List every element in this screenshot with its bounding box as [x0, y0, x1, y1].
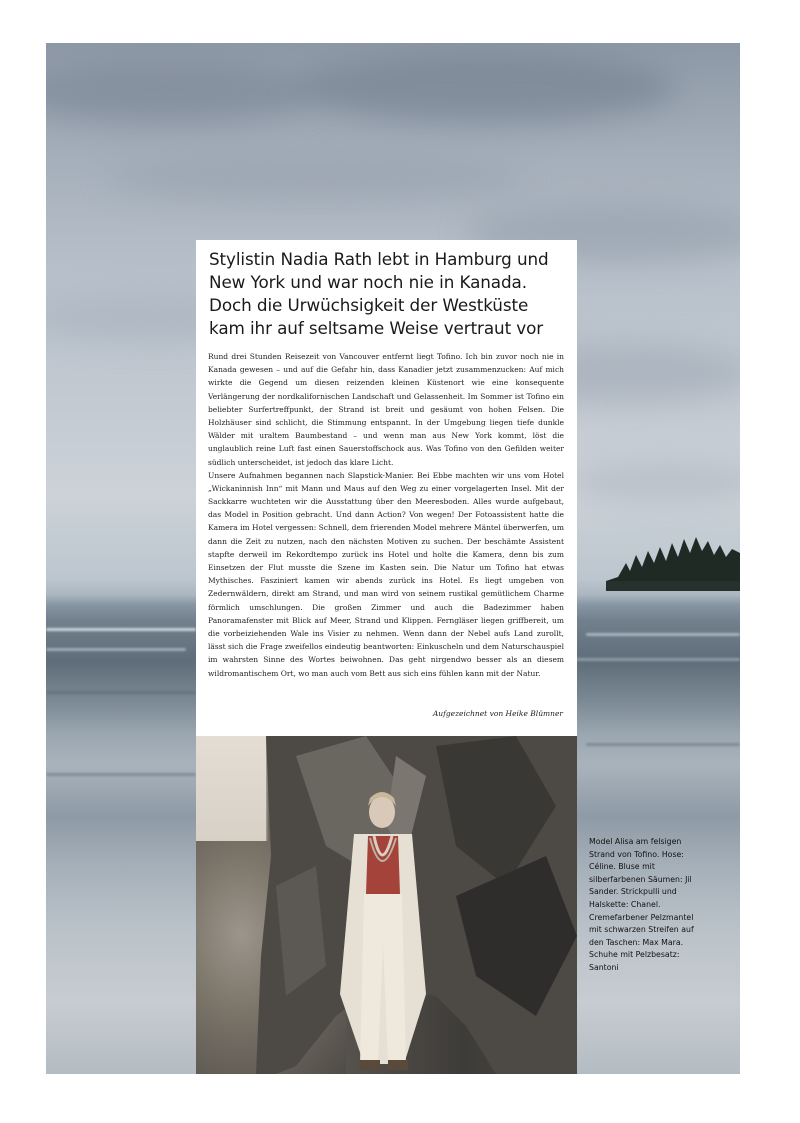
body-paragraph: Rund drei Stunden Reisezeit von Vancouver entfernt liegt Tofino. Ich bin zuvor noch nie in Kanada gewesen – und auf die Gefahr hin, dass Kanadier jetzt zusammenzucken: Auf mich wirkte die Gegend um diesen reizenden kleinen Küstenort wie eine konsequente Verlängerung der nordkalifornischen Landschaft und Gelassenheit. Im Sommer ist Tofino ein beliebter Surfertreffpunkt, der Strand ist breit und gesäumt von hohen Felsen. Die Holzhäuser sind schlicht, die Stimmung entspannt. In der Umgebung liegen tiefe dunkle Wälder mit uraltem Baumbestand – und wenn man aus New York kommt, löst die unglaublich reine Luft fast einen Sauerstoffschock aus. Was Tofino von den Gefilden weiter südlich unterscheidet, ist jedoch das klare Licht. — [208, 352, 564, 467]
body-paragraph: Unsere Aufnahmen begannen nach Slapstick-Manier. Bei Ebbe machten wir uns vom Hotel „Wickaninnish Inn“ mit Mann und Maus auf den Weg zu einer vorgelagerten Insel. Mit der Sackkarre wuchteten wir die Ausstattung über den Meeresboden. Alles wurde aufgebaut, das Model in Position gebracht. Und dann Action? Von wegen! Der Fotoassistent hatte die Kamera im Hotel vergessen: Schnell, dem frierenden Model mehrere Mäntel überwerfen, um dann die Zeit zu nutzen, nach den nächsten Motiven zu suchen. Der beschämte Assistent stapfte derweil im Rekordtempo zurück ins Hotel und holte die Kamera, denn bis zum Einsetzen der Flut musste die Szene im Kasten sein. Die Natur um Tofino hat etwas Mythisches. Fasziniert kamen wir abends zurück ins Hotel. Es liegt umgeben von Zedernwäldern, direkt am Strand, und man wird von seinem rustikal gemütlichem Charme förmlich umschlungen. Die großen Zimmer und auch die Badezimmer haben Panoramafenster mit Blick auf Meer, Strand und Klippen. Ferngläser liegen griffbereit, um die vorbeiziehenden Wale ins Visier zu nehmen. Wenn dann der Nebel aufs Land zurollt, lässt sich die Frage zweifellos eindeutig beantworten: Einkuscheln und dem Naturschauspiel im wahrsten Sinne des Wortes beiwohnen. Das geht nirgendwo besser als an diesem wildromantischem Ort, wo man auch vom Bett aus sich eins fühlen kann mit der Natur. — [208, 470, 564, 678]
model-on-rocks-photo — [196, 736, 577, 1074]
article-text-box — [196, 240, 577, 736]
article-body — [208, 350, 564, 680]
article-byline: Aufgezeichnet von Heike Blümner — [432, 709, 563, 718]
forested-island — [606, 533, 740, 591]
photo-caption: Model Alisa am felsigen Strand von Tofino. Hose: Céline. Bluse mit silberfarbenen Säumen: Jil Sander. Strickpulli und Halskette: Chanel. Cremefarbener Pelzmantel mit schwarzen Streifen auf den Taschen: Max Mara. Schuhe mit Pelzbesatz: Santoni — [589, 837, 694, 972]
model-figure — [334, 784, 434, 1074]
article-headline: Stylistin Nadia Rath lebt in Hamburg und New York und war noch nie in Kanada. Doch die Urwüchsigkeit der Westküste kam ihr auf seltsame Weise vertraut vor — [209, 249, 549, 338]
